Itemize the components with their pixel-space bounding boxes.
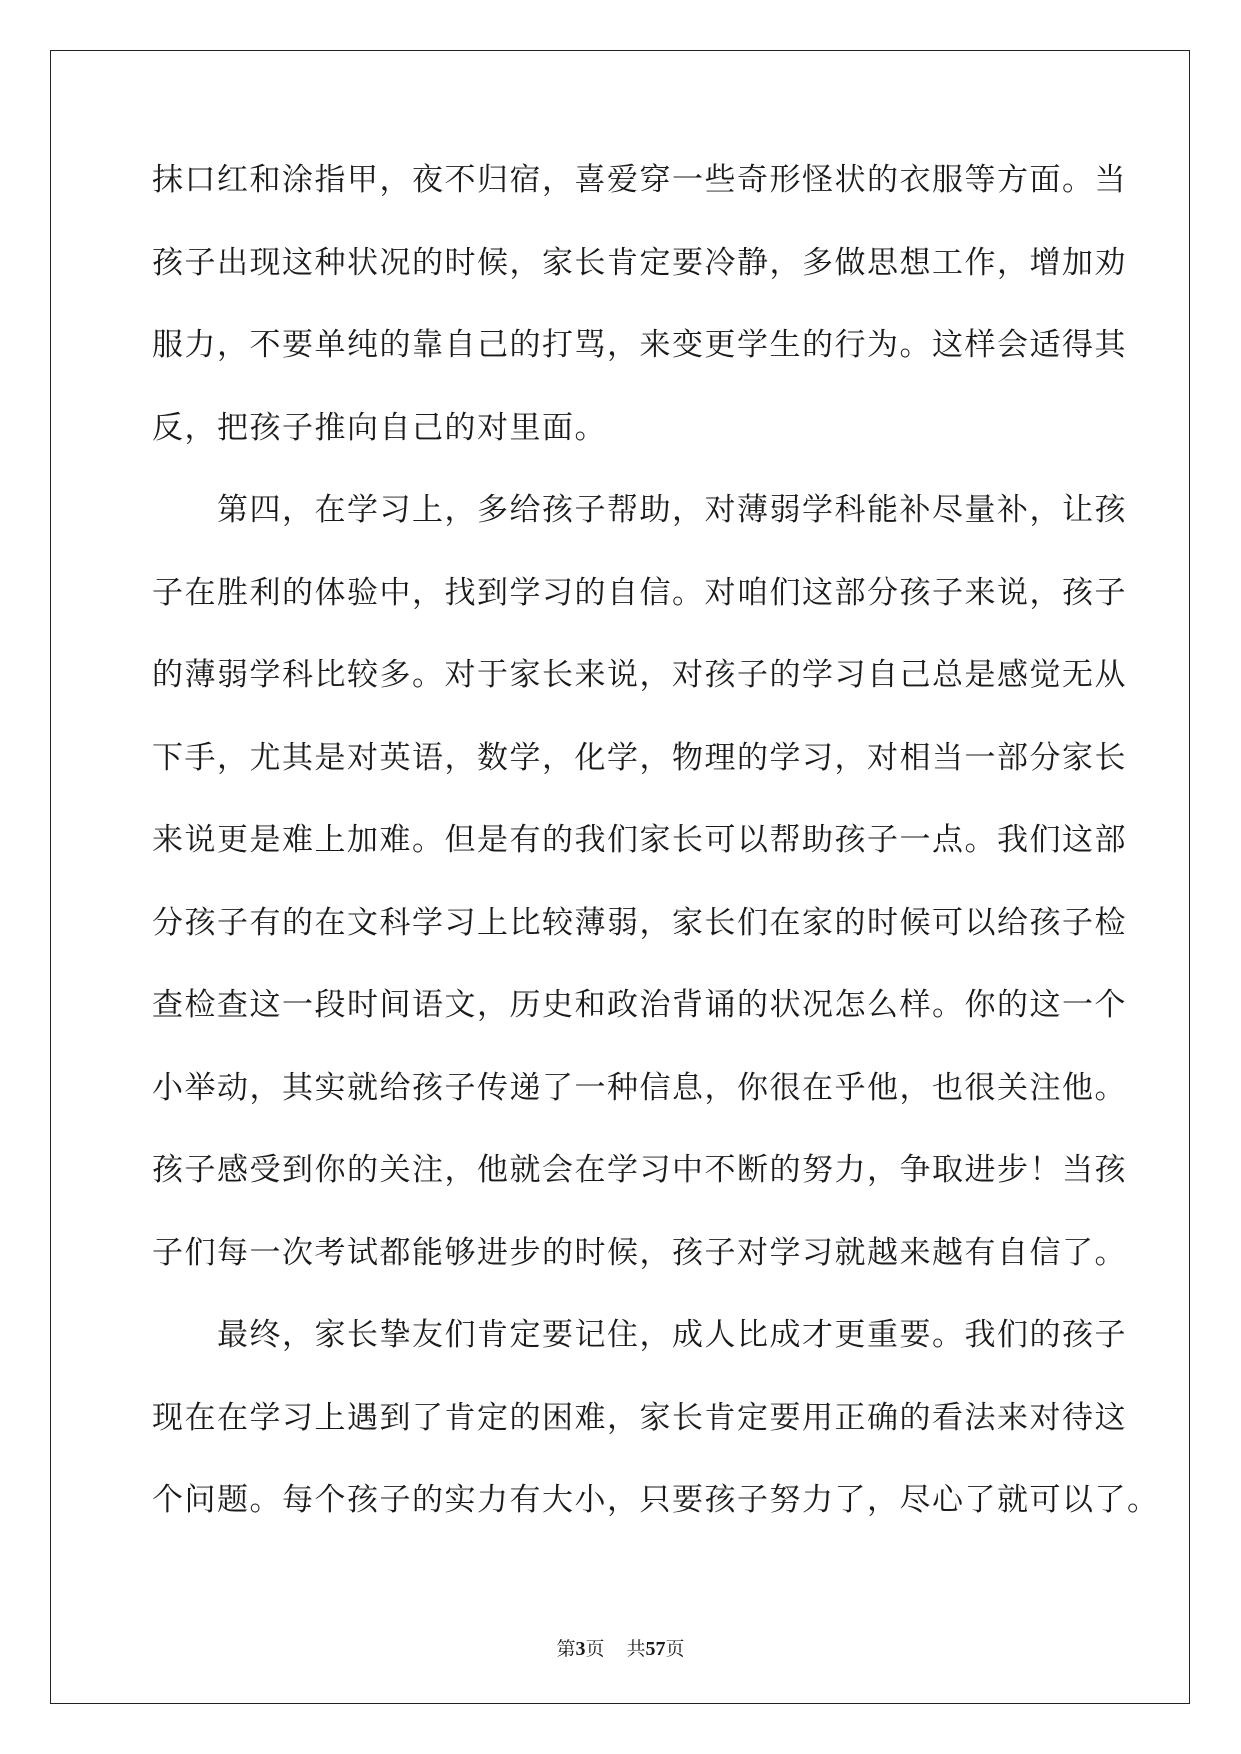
page-number: 3 [575,1638,586,1660]
text-line: 小举动，其实就给孩子传递了一种信息，你很在乎他，也很关注他。 [152,1069,1127,1106]
text-line: 分孩子有的在文科学习上比较薄弱，家长们在家的时候可以给孩子检 [152,904,1127,941]
total-pages: 57 [645,1638,666,1660]
page-suffix: 页 [585,1638,605,1660]
page-footer [0,1634,1241,1661]
text-line: 的薄弱学科比较多。对于家长来说，对孩子的学习自己总是感觉无从 [152,657,1127,693]
text-line: 服力，不要单纯的靠自己的打骂，来变更学生的行为。这样会适得其 [152,327,1127,363]
document-body [152,160,1160,1563]
total-prefix: 共 [626,1638,646,1660]
text-line: 子们每一次考试都能够进步的时候，孩子对学习就越来越有自信了。 [152,1234,1127,1271]
text-line: 最终，家长挚友们肯定要记住，成人比成才更重要。我们的孩子 [152,1317,1127,1353]
text-line: 第四，在学习上，多给孩子帮助，对薄弱学科能补尽量补，让孩 [152,492,1127,528]
text-line: 孩子感受到你的关注，他就会在学习中不断的努力，争取进步！当孩 [152,1152,1127,1188]
text-line: 反，把孩子推向自己的对里面。 [152,409,607,446]
text-line: 抹口红和涂指甲，夜不归宿，喜爱穿一些奇形怪状的衣服等方面。当 [152,162,1127,198]
total-suffix: 页 [665,1638,685,1660]
text-line: 下手，尤其是对英语，数学，化学，物理的学习，对相当一部分家长 [152,739,1127,776]
page-prefix: 第 [556,1638,576,1660]
text-line: 孩子出现这种状况的时候，家长肯定要冷静，多做思想工作，增加劝 [152,244,1127,281]
text-line: 子在胜利的体验中，找到学习的自信。对咱们这部分孩子来说，孩子 [152,574,1127,611]
text-line: 查检查这一段时间语文，历史和政治背诵的状况怎么样。你的这一个 [152,987,1127,1023]
text-line: 个问题。每个孩子的实力有大小，只要孩子努力了，尽心了就可以了。 [152,1482,1160,1518]
text-line: 现在在学习上遇到了肯定的困难，家长肯定要用正确的看法来对待这 [152,1399,1127,1436]
text-line: 来说更是难上加难。但是有的我们家长可以帮助孩子一点。我们这部 [152,822,1127,858]
